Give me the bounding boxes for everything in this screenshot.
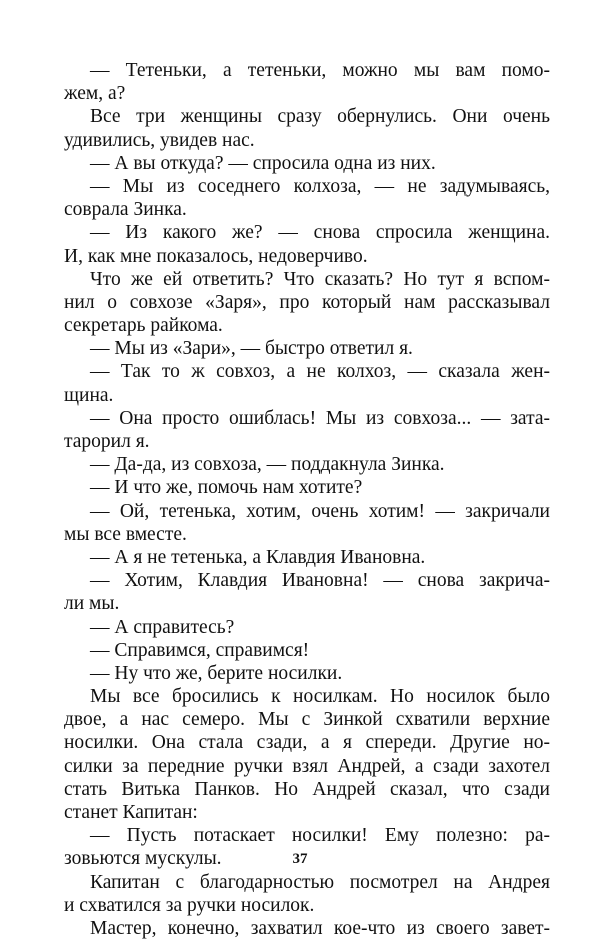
text-line: — Справимся, справимся! <box>90 639 310 661</box>
text-line: — Хотим, Клавдия Ивановна! — снова закрича- <box>90 570 550 592</box>
text-line: тарорил я. <box>64 431 150 452</box>
text-line: соврала Зинка. <box>64 199 187 221</box>
text-line: стать Витька Панков. Но Андрей сказал, что сзади <box>64 778 550 800</box>
text-line: нил о совхозе «Заря», про который нам рассказывал <box>64 291 550 313</box>
text-line: жем, а? <box>64 83 126 105</box>
text-line: носилки. Она стала сзади, а я спереди. Другие но- <box>64 732 550 754</box>
text-line: — Мы из соседнего колхоза, — не задумываясь, <box>90 175 550 197</box>
text-line: — Так то ж совхоз, а не колхоз, — сказала жен- <box>90 361 550 383</box>
text-line: — Из какого же? — снова спросила женщина. <box>90 222 550 244</box>
text-line: двое, а нас семеро. Мы с Зинкой схватили верхние <box>64 709 550 731</box>
text-line: И, как мне показалось, недоверчиво. <box>64 245 368 267</box>
text-line: Что же ей ответить? Что сказать? Но тут я вспом- <box>90 268 550 290</box>
text-line: ли мы. <box>64 593 120 615</box>
page-text <box>64 59 550 940</box>
text-line: Все три женщины сразу обернулись. Они очень <box>90 106 550 128</box>
text-line: секретарь райкома. <box>64 315 223 337</box>
text-line: и схватился за ручки носилок. <box>64 894 315 916</box>
text-line: — А справитесь? <box>90 616 235 638</box>
page-number: 37 <box>292 851 308 867</box>
text-line: мы все вместе. <box>64 523 187 545</box>
text-line: — Ну что же, берите носилки. <box>90 662 343 684</box>
text-line: зовьются мускулы. <box>64 848 222 870</box>
text-line: — Она просто ошиблась! Мы из совхоза... — зата- <box>90 407 550 429</box>
text-line: силки за передние ручки взял Андрей, а сзади захотел <box>64 755 550 777</box>
text-line: — А я не тетенька, а Клавдия Ивановна. <box>90 546 426 568</box>
text-line: Мы все бросились к носилкам. Но носилок было <box>90 686 550 708</box>
text-line: удивились, увидев нас. <box>64 129 255 151</box>
text-line: — Мы из «Зари», — быстро ответил я. <box>90 338 413 360</box>
text-line: — Пусть потаскает носилки! Ему полезно: ра- <box>90 825 550 847</box>
text-line: — И что же, помочь нам хотите? <box>90 477 363 499</box>
text-line: Мастер, конечно, захватил кое-что из своего завет- <box>90 917 550 939</box>
text-line: станет Капитан: <box>64 802 198 823</box>
text-line: — Тетеньки, а тетеньки, можно мы вам помо- <box>90 60 550 81</box>
text-line: — Ой, тетенька, хотим, очень хотим! — закричали <box>90 500 550 522</box>
text-line: Капитан с благодарностью посмотрел на Андрея <box>90 871 550 893</box>
text-line: — Да-да, из совхоза, — поддакнула Зинка. <box>90 454 445 476</box>
text-line: щина. <box>64 384 114 406</box>
text-line: — А вы откуда? — спросила одна из них. <box>90 152 436 174</box>
